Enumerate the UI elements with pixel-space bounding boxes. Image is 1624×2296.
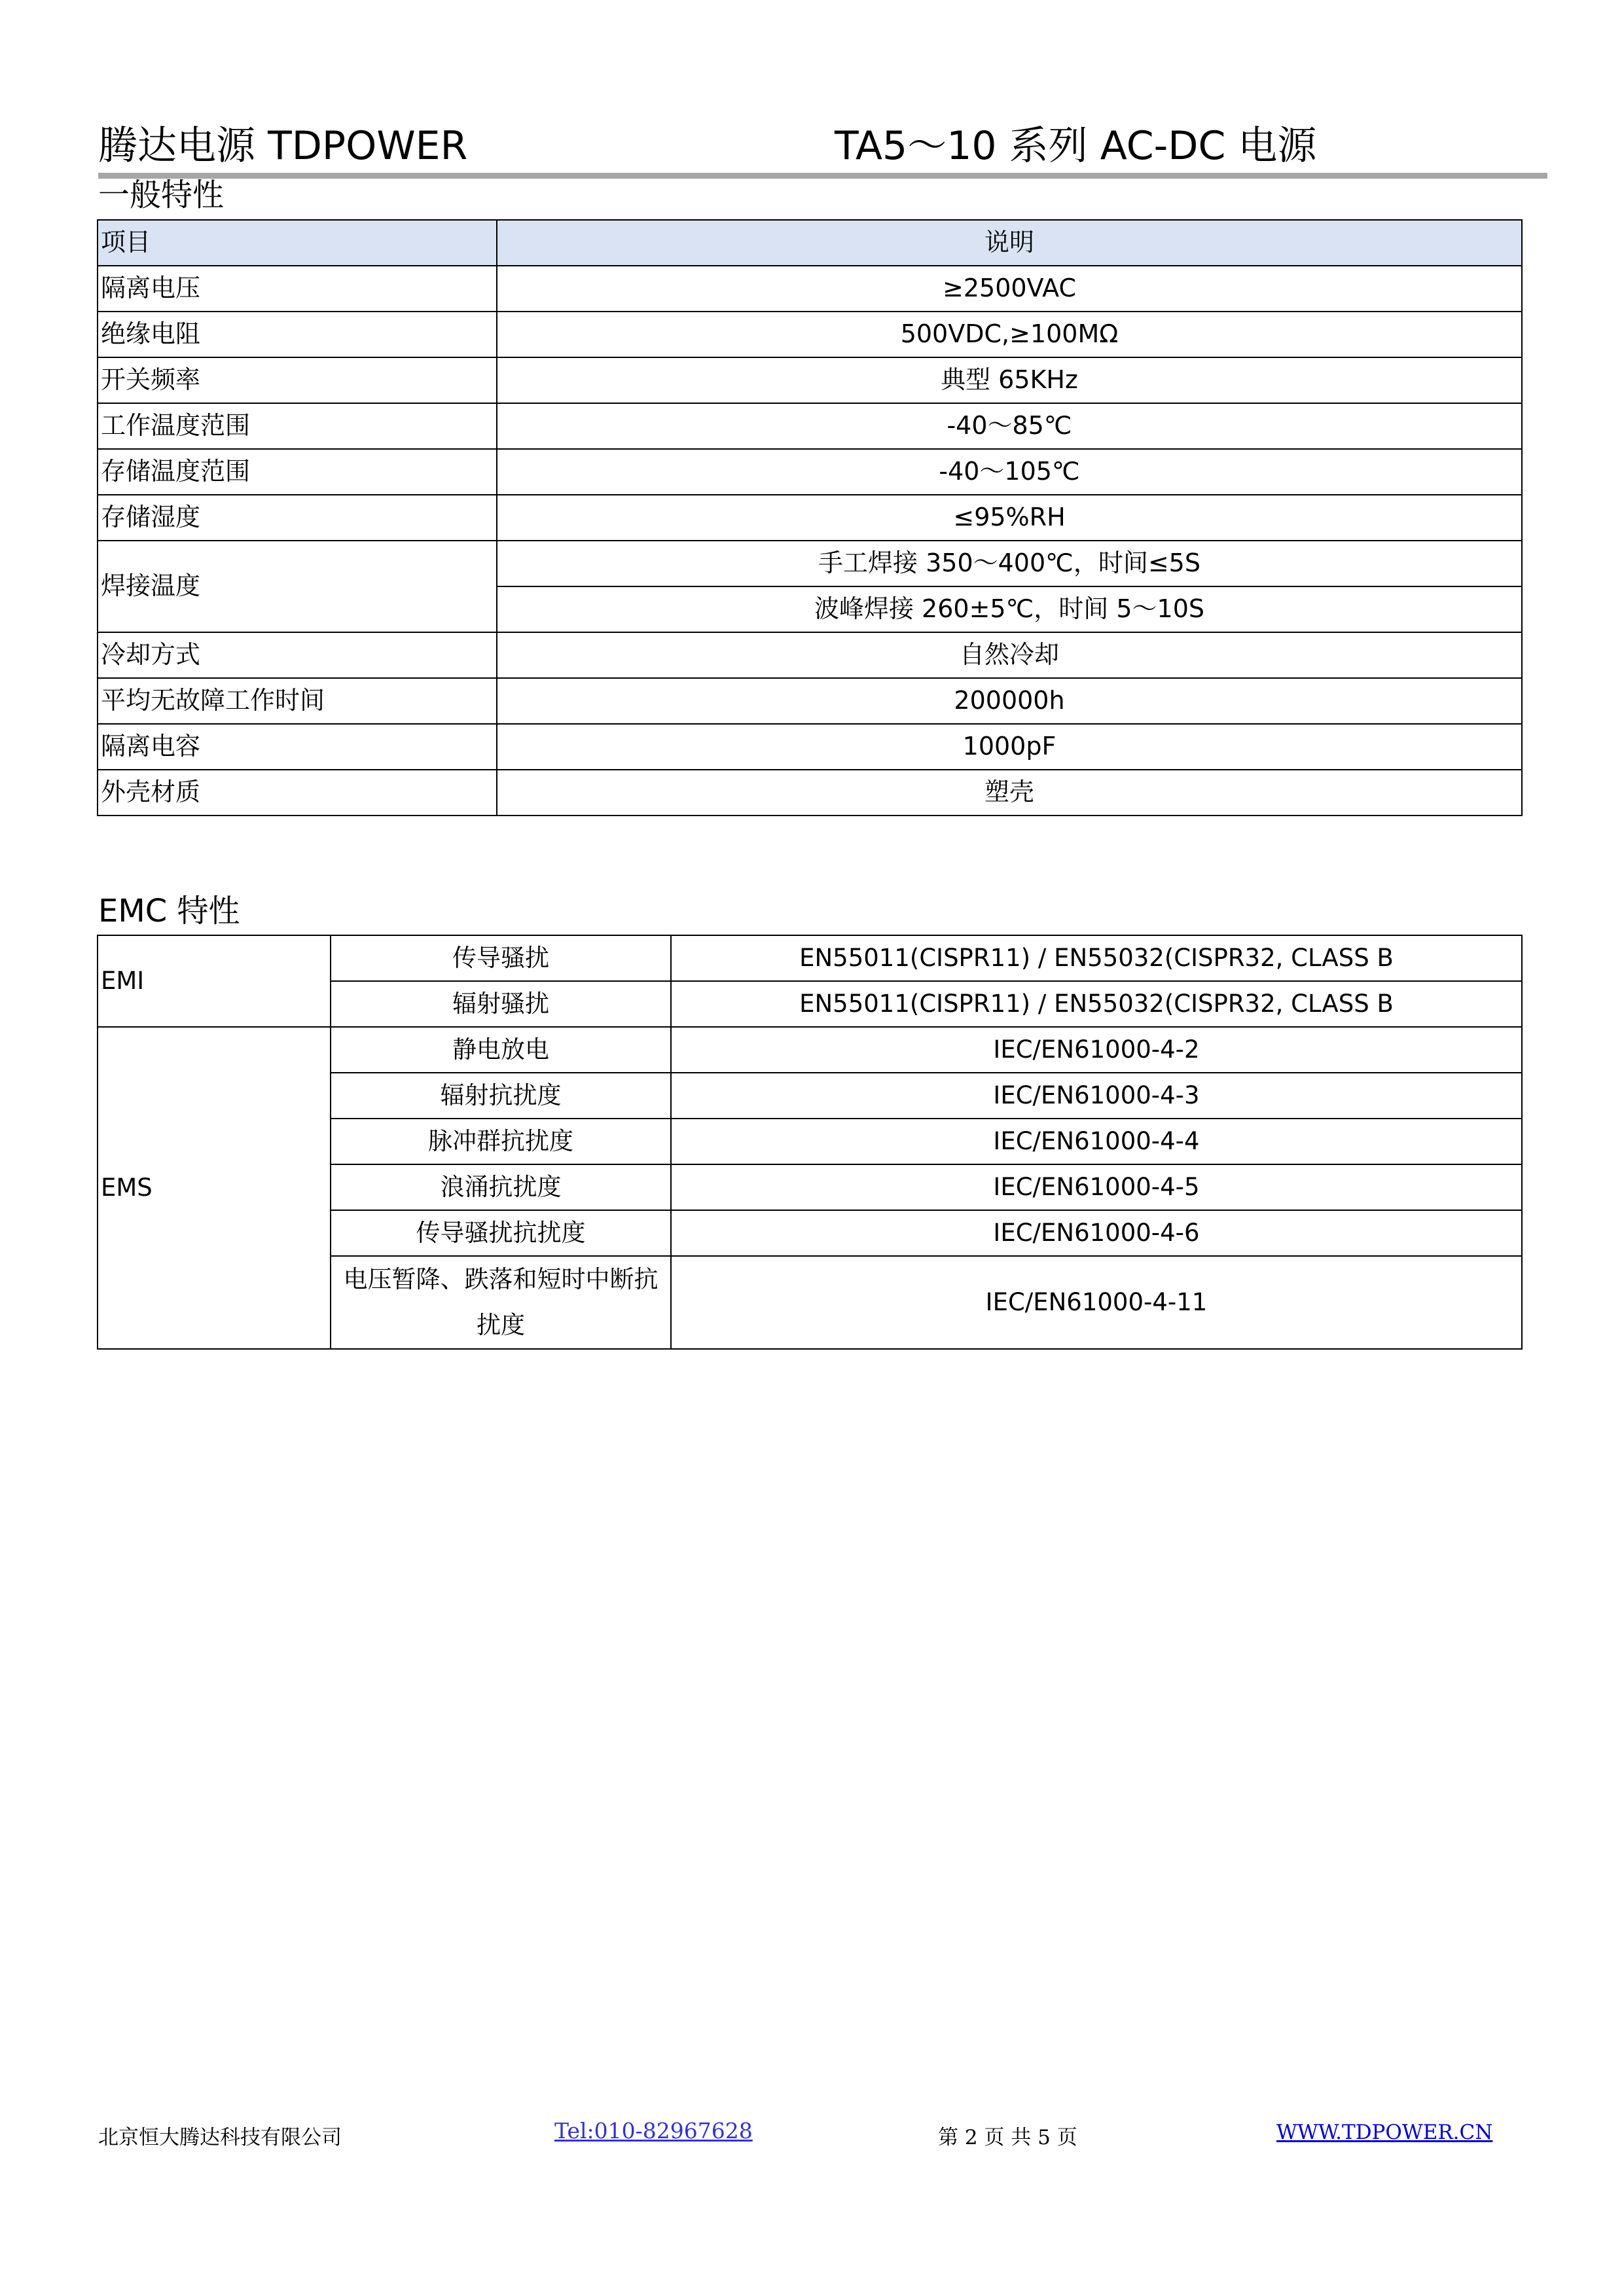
spec-item: 焊接温度 xyxy=(98,541,497,632)
emc-standard: EN55011(CISPR11) / EN55032(CISPR32, CLASS B xyxy=(671,981,1522,1027)
spec-item: 工作温度范围 xyxy=(98,403,497,449)
spec-value: 1000pF xyxy=(497,724,1522,770)
emc-standard: EN55011(CISPR11) / EN55032(CISPR32, CLASS B xyxy=(671,935,1522,981)
table-row xyxy=(98,266,1522,312)
table-row xyxy=(98,1027,1522,1073)
spec-value: 波峰焊接 260±5℃，时间 5～10S xyxy=(497,586,1522,632)
footer-company: 北京恒大腾达科技有限公司 xyxy=(98,2126,342,2149)
table-row xyxy=(98,724,1522,770)
table-row xyxy=(98,312,1522,357)
table-row xyxy=(98,678,1522,724)
spec-item: 冷却方式 xyxy=(98,632,497,678)
emc-item: 静电放电 xyxy=(331,1027,671,1073)
emc-standard: IEC/EN61000-4-11 xyxy=(671,1256,1522,1349)
table-row xyxy=(98,632,1522,678)
spec-value: 自然冷却 xyxy=(497,632,1522,678)
emc-standard: IEC/EN61000-4-4 xyxy=(671,1119,1522,1164)
spec-value: 典型 65KHz xyxy=(497,357,1522,403)
table-row xyxy=(98,541,1522,586)
emc-item: 传导骚扰抗扰度 xyxy=(331,1210,671,1256)
ems-group-label: EMS xyxy=(98,1027,331,1349)
column-header-desc: 说明 xyxy=(497,220,1522,266)
table-row xyxy=(98,357,1522,403)
spec-value: ≤95%RH xyxy=(497,495,1522,541)
general-specs-table xyxy=(97,219,1523,816)
emc-section-title: EMC 特性 xyxy=(98,893,240,929)
emc-standard: IEC/EN61000-4-5 xyxy=(671,1164,1522,1210)
spec-value: 200000h xyxy=(497,678,1522,724)
emc-item: 浪涌抗扰度 xyxy=(331,1164,671,1210)
table-header-row xyxy=(98,220,1522,266)
spec-value: 手工焊接 350～400℃，时间≤5S xyxy=(497,541,1522,586)
footer-page-number: 第 2 页 共 5 页 xyxy=(938,2126,1077,2149)
column-header-item: 项目 xyxy=(98,220,497,266)
spec-value: -40～85℃ xyxy=(497,403,1522,449)
spec-item: 存储湿度 xyxy=(98,495,497,541)
spec-item: 开关频率 xyxy=(98,357,497,403)
emc-specs-table xyxy=(97,935,1523,1350)
spec-value: ≥2500VAC xyxy=(497,266,1522,312)
emc-standard: IEC/EN61000-4-6 xyxy=(671,1210,1522,1256)
table-row xyxy=(98,770,1522,816)
table-row xyxy=(98,403,1522,449)
series-title: TA5～10 系列 AC-DC 电源 xyxy=(835,123,1317,169)
spec-value: 500VDC,≥100MΩ xyxy=(497,312,1522,357)
spec-item: 平均无故障工作时间 xyxy=(98,678,497,724)
emc-item: 脉冲群抗扰度 xyxy=(331,1119,671,1164)
emc-standard: IEC/EN61000-4-2 xyxy=(671,1027,1522,1073)
emc-item: 电压暂降、跌落和短时中断抗扰度 xyxy=(331,1256,671,1349)
spec-item: 外壳材质 xyxy=(98,770,497,816)
footer-website-link[interactable]: WWW.TDPOWER.CN xyxy=(1276,2121,1493,2144)
spec-value: 塑壳 xyxy=(497,770,1522,816)
footer-tel-link[interactable]: Tel:010-82967628 xyxy=(554,2118,753,2144)
table-row xyxy=(98,495,1522,541)
header-divider xyxy=(98,173,1547,179)
spec-item: 隔离电压 xyxy=(98,266,497,312)
table-row xyxy=(98,449,1522,495)
spec-item: 存储温度范围 xyxy=(98,449,497,495)
emi-group-label: EMI xyxy=(98,935,331,1027)
brand-title: 腾达电源 TDPOWER xyxy=(98,123,468,169)
spec-value: -40～105℃ xyxy=(497,449,1522,495)
spec-item: 绝缘电阻 xyxy=(98,312,497,357)
emc-item: 传导骚扰 xyxy=(331,935,671,981)
spec-item: 隔离电容 xyxy=(98,724,497,770)
general-section-title: 一般特性 xyxy=(98,177,225,213)
emc-item: 辐射抗扰度 xyxy=(331,1073,671,1119)
table-row xyxy=(98,935,1522,981)
emc-standard: IEC/EN61000-4-3 xyxy=(671,1073,1522,1119)
emc-item: 辐射骚扰 xyxy=(331,981,671,1027)
